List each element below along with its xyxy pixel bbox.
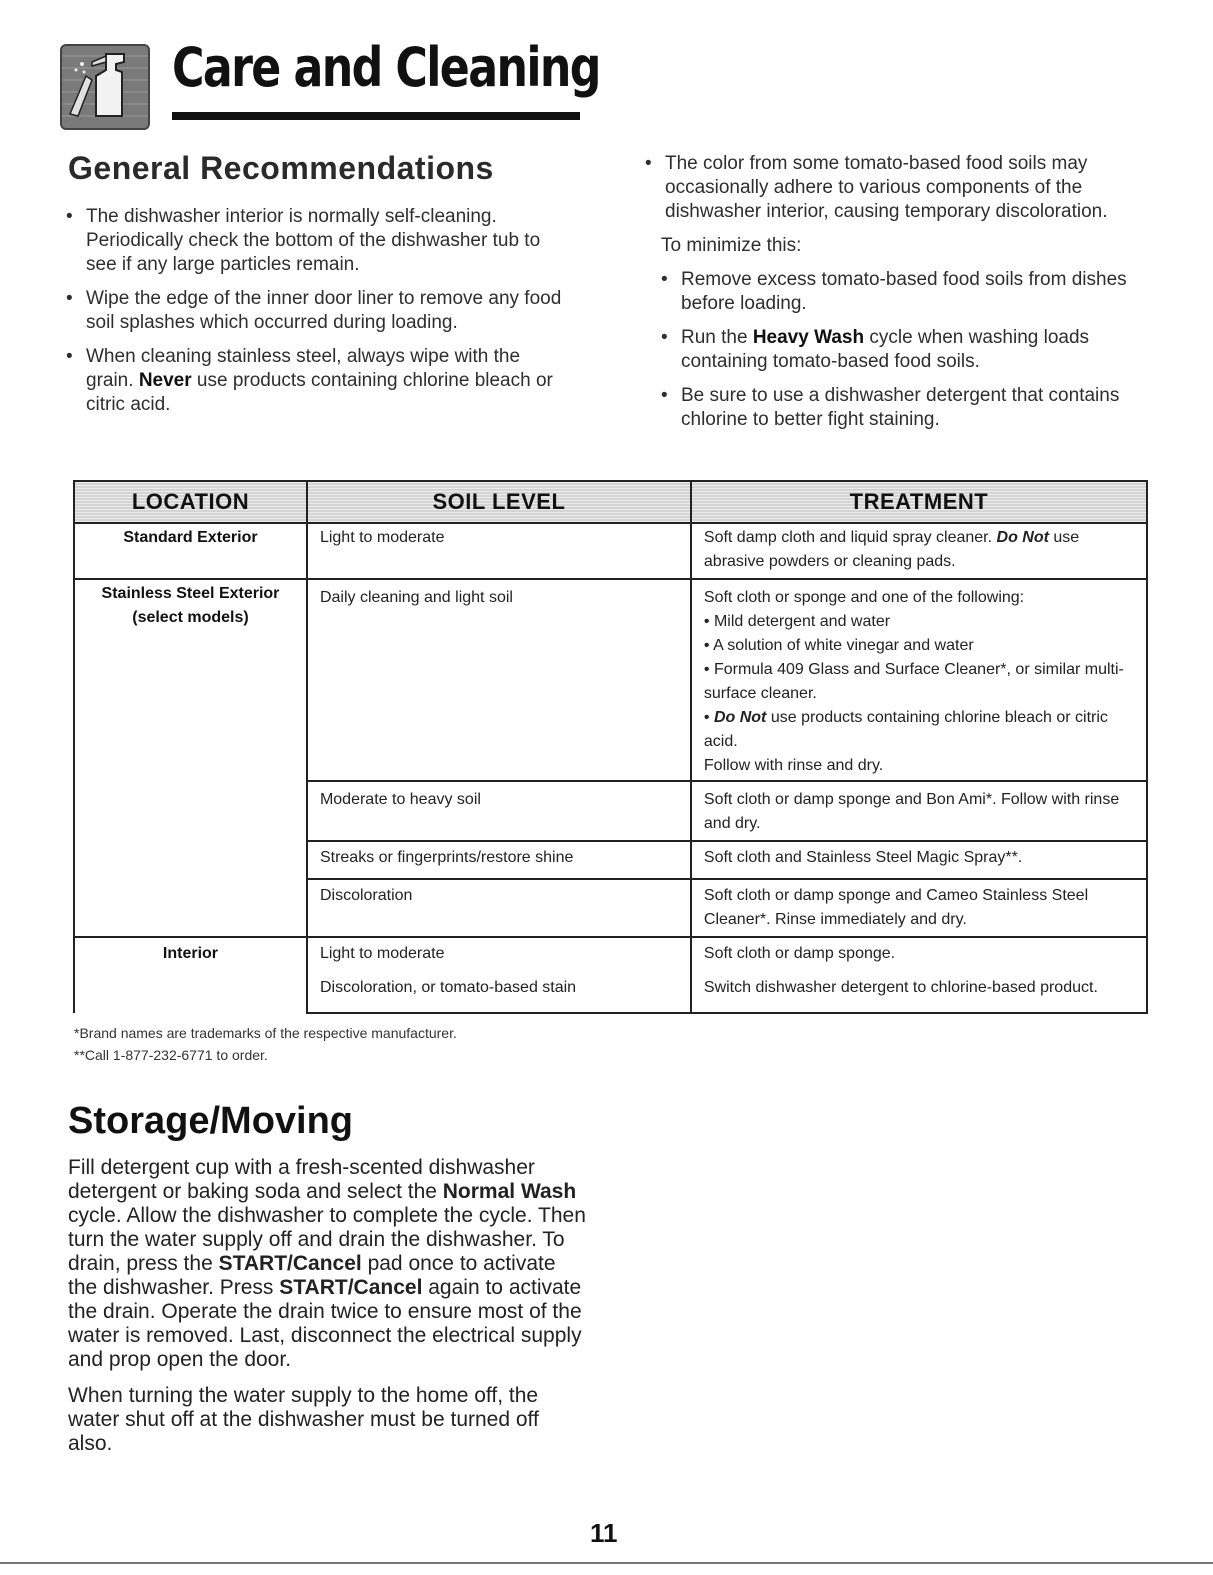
list-item: • A solution of white vinegar and water	[703, 637, 974, 654]
list-item-text: Remove excess tomato-based food soils from dishes before loading.	[681, 269, 1127, 314]
paragraph-text: pad once to activate the dishwasher. Press	[68, 1252, 556, 1299]
list-item-text: Wipe the edge of the inner door liner to remove any food soil splashes which occurred during loading.	[86, 288, 562, 333]
emphasis-do-not: Do Not	[713, 709, 767, 726]
treatment-text: use products containing chlorine bleach or citric acid.	[703, 709, 1108, 750]
soil-cell: Light to moderate	[307, 523, 691, 579]
list-item	[661, 268, 1165, 316]
section-heading-general: General Recommendations	[68, 150, 494, 186]
soil-cell: Streaks or fingerprints/restore shine	[307, 841, 691, 879]
paragraph-text: Fill detergent cup with a fresh-scented dishwasher detergent or baking soda and select the	[68, 1156, 535, 1203]
paragraph-text: cycle. Allow the dishwasher to complete the cycle. Then turn the water supply off and drain the dishwasher. To drain, press the	[68, 1204, 586, 1275]
list-item: • Formula 409 Glass and Surface Cleaner*, or similar multi-surface cleaner.	[703, 661, 1124, 702]
spray-bottle-icon	[60, 44, 150, 130]
list-item-text: The dishwasher interior is normally self-cleaning. Periodically check the bottom of the dishwasher tub to see if any large particles remain.	[86, 206, 541, 275]
location-sublabel: (select models)	[132, 609, 249, 626]
list-item	[66, 287, 566, 335]
soil-cell: Discoloration	[307, 879, 691, 937]
footnote: **Call 1-877-232-6771 to order.	[74, 1047, 268, 1063]
emphasis-normal-wash: Normal Wash	[442, 1180, 577, 1203]
list-item: • Mild detergent and water	[703, 613, 891, 630]
general-left-list	[66, 205, 566, 427]
bottom-divider	[0, 1562, 1213, 1564]
emphasis-heavy-wash: Heavy Wash	[752, 327, 865, 348]
treatment-text: Mild detergent and water	[713, 613, 891, 630]
treatment-cell	[691, 523, 1147, 579]
treatment-text: Soft damp cloth and liquid spray cleaner.	[703, 529, 997, 546]
bullet-icon: •	[661, 385, 668, 406]
table-row	[74, 579, 1147, 781]
soil-cell: Daily cleaning and light soil	[307, 579, 691, 781]
soil-cell: Moderate to heavy soil	[307, 781, 691, 841]
treatment-text: Follow with rinse and dry.	[703, 757, 884, 774]
bullet-icon: •	[661, 327, 668, 348]
page-number: 11	[590, 1518, 618, 1548]
bullet-icon: •	[645, 153, 652, 174]
footnote: *Brand names are trademarks of the respective manufacturer.	[74, 1025, 457, 1041]
treatment-text: use abrasive powders or cleaning pads.	[703, 529, 1080, 570]
storage-paragraph	[68, 1156, 588, 1372]
treatment-text: A solution of white vinegar and water	[713, 637, 974, 654]
emphasis-do-not: Do Not	[996, 529, 1049, 546]
treatment-text: Soft cloth or sponge and one of the following:	[703, 589, 1025, 606]
location-label: Stainless Steel Exterior	[101, 585, 280, 602]
emphasis-never: Never	[138, 370, 192, 391]
list-item-text: Run the	[681, 327, 753, 348]
footnotes	[74, 1022, 457, 1066]
column-header-soil-level: SOIL LEVEL	[307, 481, 691, 523]
cleaning-table	[73, 480, 1148, 1014]
bullet-icon: •	[66, 288, 73, 309]
paragraph-text: again to activate the drain. Operate the drain twice to ensure most of the water is removed. Last, disconnect the electrical supply and prop open the door.	[68, 1276, 582, 1371]
soil-cell: Discoloration, or tomato-based stain	[307, 974, 691, 1013]
emphasis-start-cancel: START/Cancel	[218, 1252, 362, 1275]
bullet-icon: •	[66, 346, 73, 367]
title-underline	[172, 112, 580, 120]
treatment-text: Formula 409 Glass and Surface Cleaner*, or similar multi-surface cleaner.	[703, 661, 1124, 702]
storage-body	[68, 1156, 588, 1468]
location-cell: Standard Exterior	[74, 523, 307, 579]
treatment-cell: Soft cloth or damp sponge and Bon Ami*. Follow with rinse and dry.	[691, 781, 1147, 841]
list-item-text: use products containing chlorine bleach or citric acid.	[86, 370, 553, 415]
bullet-icon: •	[661, 269, 668, 290]
column-header-location: LOCATION	[74, 481, 307, 523]
emphasis-start-cancel: START/Cancel	[279, 1276, 423, 1299]
list-item: • Do Not use products containing chlorine bleach or citric acid.	[703, 709, 1108, 750]
list-item	[66, 205, 566, 277]
soil-cell: Light to moderate	[307, 937, 691, 974]
treatment-cell: Soft cloth or damp sponge.	[691, 937, 1147, 974]
storage-paragraph: When turning the water supply to the home off, the water shut off at the dishwasher must be turned off also.	[68, 1384, 539, 1455]
list-item-text: When cleaning stainless steel, always wipe with the grain.	[86, 346, 521, 391]
treatment-cell	[691, 579, 1147, 781]
location-cell: Interior	[74, 937, 307, 1013]
list-item-text: The color from some tomato-based food soils may occasionally adhere to various components of the dishwasher interior, causing temporary discoloration.	[665, 153, 1108, 222]
treatment-cell: Soft cloth or damp sponge and Cameo Stainless Steel Cleaner*. Rinse immediately and dry.	[691, 879, 1147, 937]
treatment-cell: Switch dishwasher detergent to chlorine-based product.	[691, 974, 1147, 1013]
list-item	[66, 345, 566, 417]
list-item	[661, 384, 1165, 432]
table-header-row	[74, 481, 1147, 523]
table-row	[74, 523, 1147, 579]
column-header-treatment: TREATMENT	[691, 481, 1147, 523]
page-title: Care and Cleaning	[172, 36, 600, 99]
table-row	[74, 937, 1147, 974]
list-item-text: cycle when washing loads containing tomato-based food soils.	[681, 327, 1090, 372]
bullet-icon: •	[66, 206, 73, 227]
general-right-list	[645, 152, 1165, 442]
list-item	[645, 152, 1165, 224]
list-item	[661, 326, 1165, 374]
section-heading-storage: Storage/Moving	[68, 1100, 354, 1142]
treatment-cell: Soft cloth and Stainless Steel Magic Spray**.	[691, 841, 1147, 879]
list-item-text: Be sure to use a dishwasher detergent that contains chlorine to better fight staining.	[681, 385, 1120, 430]
minimize-label: To minimize this:	[661, 235, 802, 256]
location-cell	[74, 579, 307, 937]
